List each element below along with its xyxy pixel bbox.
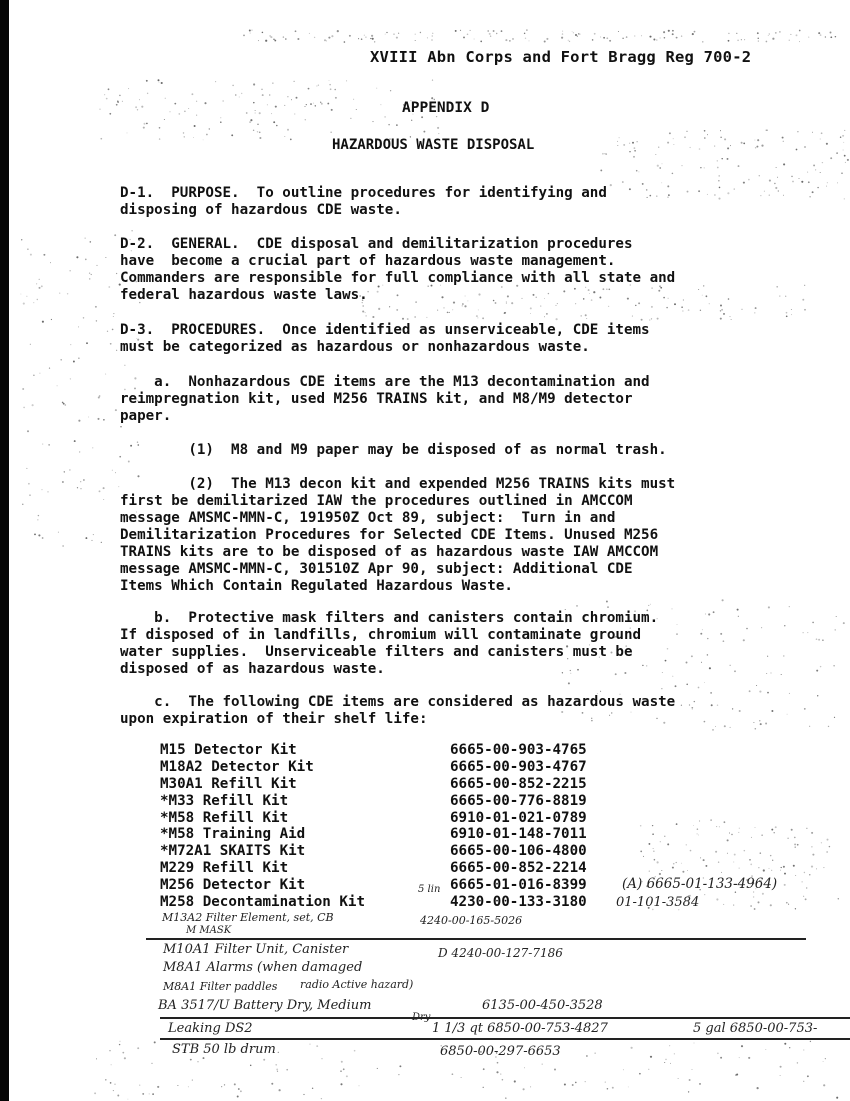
handwritten-note: radio Active hazard): [300, 978, 414, 991]
list-item: [160, 826, 587, 843]
item-name: *M58 Refill Kit: [160, 809, 289, 826]
appendix-label: APPENDIX D: [402, 100, 490, 116]
item-name: M256 Detector Kit: [160, 877, 306, 894]
list-item: [160, 877, 587, 894]
paragraph-a: a. Nonhazardous CDE items are the M13 decontamination and reimpregnation kit, used M256 TRAINS kit, and M8/M9 detector paper.: [120, 374, 650, 424]
item-nsn: 6910-01-148-7011: [450, 826, 587, 843]
handwritten-divider: [160, 1038, 850, 1040]
item-name: M18A2 Detector Kit: [160, 758, 314, 775]
item-name: M15 Detector Kit: [160, 742, 297, 758]
handwritten-note: M8A1 Filter paddles: [163, 980, 278, 993]
paragraph-d3: D-3. PROCEDURES. Once identified as unserviceable, CDE items must be categorized as hazardous or nonhazardous waste.: [120, 322, 650, 355]
hazardous-items-list: [160, 742, 587, 911]
paragraph-c: c. The following CDE items are considered as hazardous waste upon expiration of their shelf life:: [120, 694, 676, 727]
item-nsn: 6665-01-016-8399: [450, 877, 587, 894]
handwritten-note: M8A1 Alarms (when damaged: [163, 960, 363, 975]
appendix-title: HAZARDOUS WASTE DISPOSAL: [332, 137, 535, 153]
item-nsn: 6665-00-852-2214: [450, 860, 587, 877]
item-nsn: 6665-00-903-4767: [450, 758, 587, 775]
item-nsn: 6665-00-776-8819: [450, 792, 587, 809]
item-name: *M72A1 SKAITS Kit: [160, 843, 306, 860]
item-name: M258 Decontamination Kit: [160, 894, 365, 911]
list-item: [160, 810, 587, 827]
handwritten-note: 1 1/3 qt 6850-00-753-4827: [432, 1021, 608, 1036]
handwritten-note: M MASK: [186, 925, 232, 936]
item-name: M229 Refill Kit: [160, 860, 289, 877]
handwritten-note: 4240-00-165-5026: [420, 914, 523, 927]
handwritten-note: 01-101-3584: [616, 895, 700, 910]
handwritten-note: 5 gal 6850-00-753-: [693, 1021, 818, 1036]
paragraph-a1: (1) M8 and M9 paper may be disposed of as normal trash.: [120, 442, 667, 458]
regulation-header: XVIII Abn Corps and Fort Bragg Reg 700-2: [370, 48, 752, 66]
paragraph-d2: D-2. GENERAL. CDE disposal and demilitarization procedures have become a crucial part of hazardous waste management. Commanders are responsible for full compliance with all state and federal hazardous waste laws.: [120, 236, 676, 303]
list-item: [160, 843, 587, 860]
handwritten-note: D 4240-00-127-7186: [438, 946, 563, 960]
item-nsn: 6910-01-021-0789: [450, 809, 587, 826]
handwritten-note: 6850-00-297-6653: [440, 1044, 561, 1059]
paragraph-b: b. Protective mask filters and canisters contain chromium. If disposed of in landfills, chromium will contaminate ground water supplies. Unserviceable filters and canisters must be disposed of as hazardous waste.: [120, 610, 659, 677]
list-item: [160, 793, 587, 810]
item-nsn: 6665-00-106-4800: [450, 843, 587, 860]
list-item: [160, 742, 587, 759]
handwritten-note: 5 lin: [418, 884, 441, 895]
item-name: *M58 Training Aid: [160, 826, 306, 843]
paragraph-a2: (2) The M13 decon kit and expended M256 TRAINS kits must first be demilitarized IAW the procedures outlined in AMCCOM message AMSMC-MMN-C, 191950Z Oct 89, subject: Turn in and Demilitarization Procedures for Selected CDE Items. Unused M256 TRAINS kits are to be disposed of as hazardous waste IAW AMCCOM message AMSMC-MMN-C, 301510Z Apr 90, subject: Additional CDE Items Which Contain Regulated Hazardous Waste.: [120, 476, 676, 594]
handwritten-note: Leaking DS2: [168, 1021, 253, 1036]
handwritten-divider: [160, 1017, 850, 1019]
item-name: M30A1 Refill Kit: [160, 775, 297, 792]
handwritten-note: M13A2 Filter Element, set, CB: [162, 911, 334, 924]
item-name: *M33 Refill Kit: [160, 792, 289, 809]
item-nsn: 6665-00-903-4765: [450, 742, 587, 758]
handwritten-note: (A) 6665-01-133-4964): [622, 876, 778, 892]
handwritten-note: BA 3517/U Battery Dry, Medium: [158, 998, 372, 1013]
list-item: [160, 860, 587, 877]
handwritten-note: STB 50 lb drum: [172, 1042, 276, 1057]
handwritten-note: 6135-00-450-3528: [482, 998, 603, 1013]
paragraph-d1: D-1. PURPOSE. To outline procedures for identifying and disposing of hazardous CDE waste.: [120, 185, 607, 218]
item-nsn: 4230-00-133-3180: [450, 894, 587, 911]
list-item: [160, 776, 587, 793]
list-item: [160, 759, 587, 776]
item-nsn: 6665-00-852-2215: [450, 775, 587, 792]
handwritten-note: M10A1 Filter Unit, Canister: [163, 942, 349, 957]
handwritten-divider: [146, 938, 806, 940]
list-item: [160, 894, 587, 911]
